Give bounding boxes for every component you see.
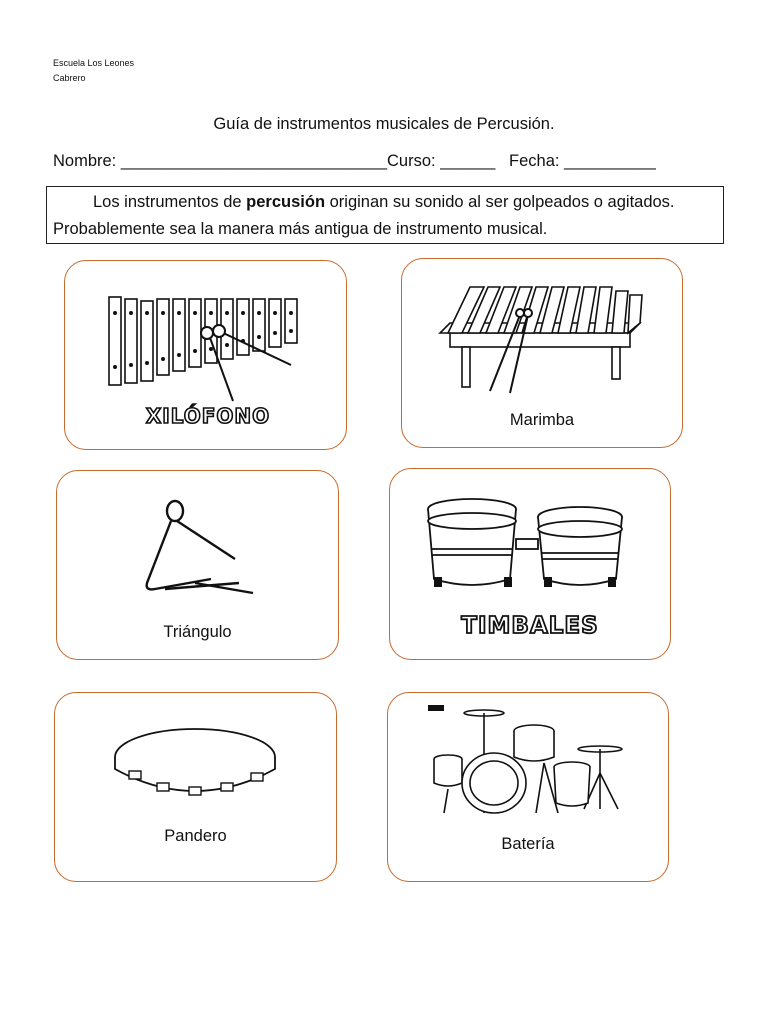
intro-box	[46, 186, 724, 244]
triangle-instrument-icon	[135, 499, 255, 599]
school-line-2: Cabrero	[53, 73, 86, 83]
triangulo-label: Triángulo	[163, 623, 232, 641]
timbales-wordart	[450, 607, 610, 641]
school-line-1: Escuela Los Leones	[53, 58, 135, 68]
card-xilofono	[64, 260, 347, 450]
marimba-label: Marimba	[509, 411, 575, 429]
card-triangulo	[56, 470, 339, 660]
curso-blank: ______	[440, 152, 496, 170]
fecha-label: Fecha:	[509, 152, 560, 170]
xilofono-wordart-text: XILÓFONO	[145, 404, 271, 428]
intro-bold-term: percusión	[246, 193, 326, 211]
tambourine-icon	[105, 717, 285, 807]
school-name	[53, 56, 134, 86]
xylophone-icon	[105, 291, 305, 401]
pandero-label: Pandero	[164, 827, 227, 845]
timbales-icon	[420, 493, 630, 603]
marimba-icon	[440, 283, 650, 393]
bateria-label: Batería	[501, 835, 555, 853]
xilofono-wordart	[133, 401, 283, 431]
card-pandero	[54, 692, 337, 882]
card-marimba	[401, 258, 683, 448]
timbales-wordart-text: TIMBALES	[461, 613, 599, 639]
fecha-blank: __________	[564, 152, 656, 170]
page-title: Guía de instrumentos musicales de Percusión.	[213, 115, 555, 133]
nombre-label: Nombre:	[53, 152, 117, 170]
intro-text-2: originan su sonido al ser golpeados o agitados. Probablemente sea la manera más antigua de instrumento musical.	[53, 193, 675, 238]
card-timbales	[389, 468, 671, 660]
intro-text-1: Los instrumentos de	[93, 193, 247, 211]
card-bateria	[387, 692, 669, 882]
nombre-blank: _____________________________	[120, 152, 387, 170]
curso-label: Curso:	[387, 152, 436, 170]
drum-kit-icon	[424, 703, 634, 823]
student-info-line	[53, 152, 656, 171]
